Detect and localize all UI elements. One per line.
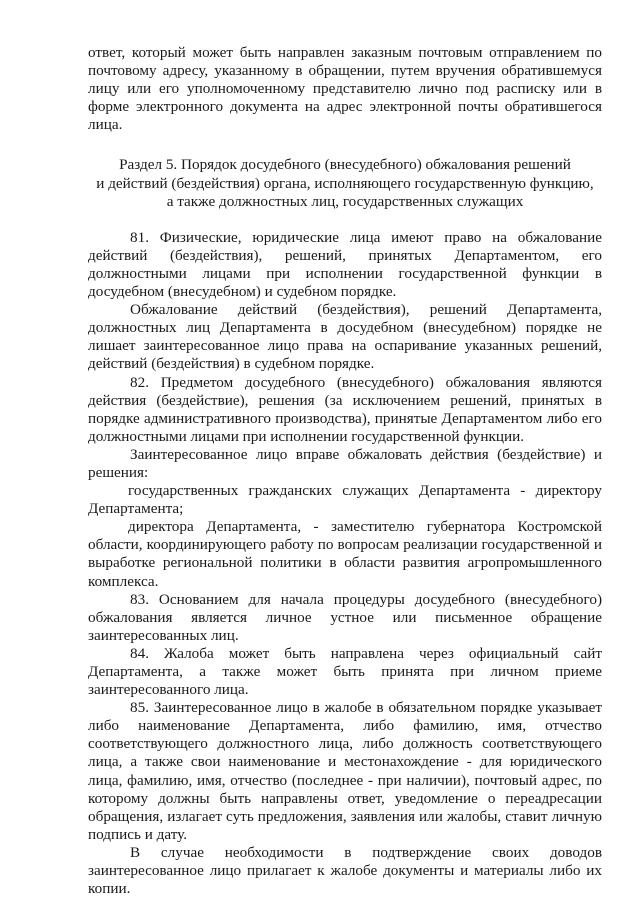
section-heading-line-2: и действий (бездействия) органа, исполняющего государственную функцию, [96,174,594,192]
paragraph-83: 83. Основанием для начала процедуры досудебного (внесудебного) обжалования является личное устное или письменное обращение заинтересованных лиц. [88,590,602,644]
section-heading [88,156,602,210]
section-heading-line-1: Раздел 5. Порядок досудебного (внесудебного) обжалования решений [119,156,571,174]
paragraph-appeal-rights: Обжалование действий (бездействия), решений Департамента, должностных лиц Департамента в досудебном (внесудебном) порядке не лишает заинтересованное лицо права на оспаривание указанных решений, действий (бездействия) в судебном порядке. [88,301,602,373]
paragraph-81: 81. Физические, юридические лица имеют право на обжалование действий (бездействия), решений, принятых Департаментом, его должностными лицами при исполнении государственной функции в досудебном (внесудебном) и судебном порядке. [88,228,602,301]
list-item-director: директора Департамента, - заместителю губернатора Костромской области, координирующего работу по вопросам реализации государственной и выработке региональной политики в области развития агропромышленного комплекса. [88,518,602,590]
section-heading-line-3: а также должностных лиц, государственных служащих [166,192,524,210]
paragraph-appeal-targets: Заинтересованное лицо вправе обжаловать действия (бездействие) и решения: [88,445,602,481]
paragraph-84: 84. Жалоба может быть направлена через официальный сайт Департамента, а также может быть принята при личном приеме заинтересованного лица. [88,644,602,699]
intro-paragraph: ответ, который может быть направлен заказным почтовым отправлением по почтовому адресу, указанному в обращении, путем вручения обратившемуся лицу или его уполномоченному представителю лично под расписку или в форме электронного документа на адрес электронной почты обратившегося лица. [88,44,602,134]
list-item-civil-servants: государственных гражданских служащих Департамента - директору Департамента; [88,482,602,518]
paragraph-85: 85. Заинтересованное лицо в жалобе в обязательном порядке указывает либо наименование Департамента, либо фамилию, имя, отчество соответствующего должностного лица, либо должность соответствующего лица, а также свои наименование и местонахождение - для юридического лица, фамилию, имя, отчество (последнее - при наличии), почтовый адрес, по которому должны быть направлены ответ, уведомление о переадресации обращения, излагает суть предложения, заявления или жалобы, ставит личную подпись и дату. [88,699,602,843]
paragraph-supporting-documents: В случае необходимости в подтверждение своих доводов заинтересованное лицо прилагает к жалобе документы и материалы либо их копии. [88,843,602,898]
paragraph-82: 82. Предметом досудебного (внесудебного) обжалования являются действия (бездействие), решения (за исключением решений, принятых в порядке административного производства), принятые Департаментом либо его должностными лицами при исполнении государственной функции. [88,373,602,445]
